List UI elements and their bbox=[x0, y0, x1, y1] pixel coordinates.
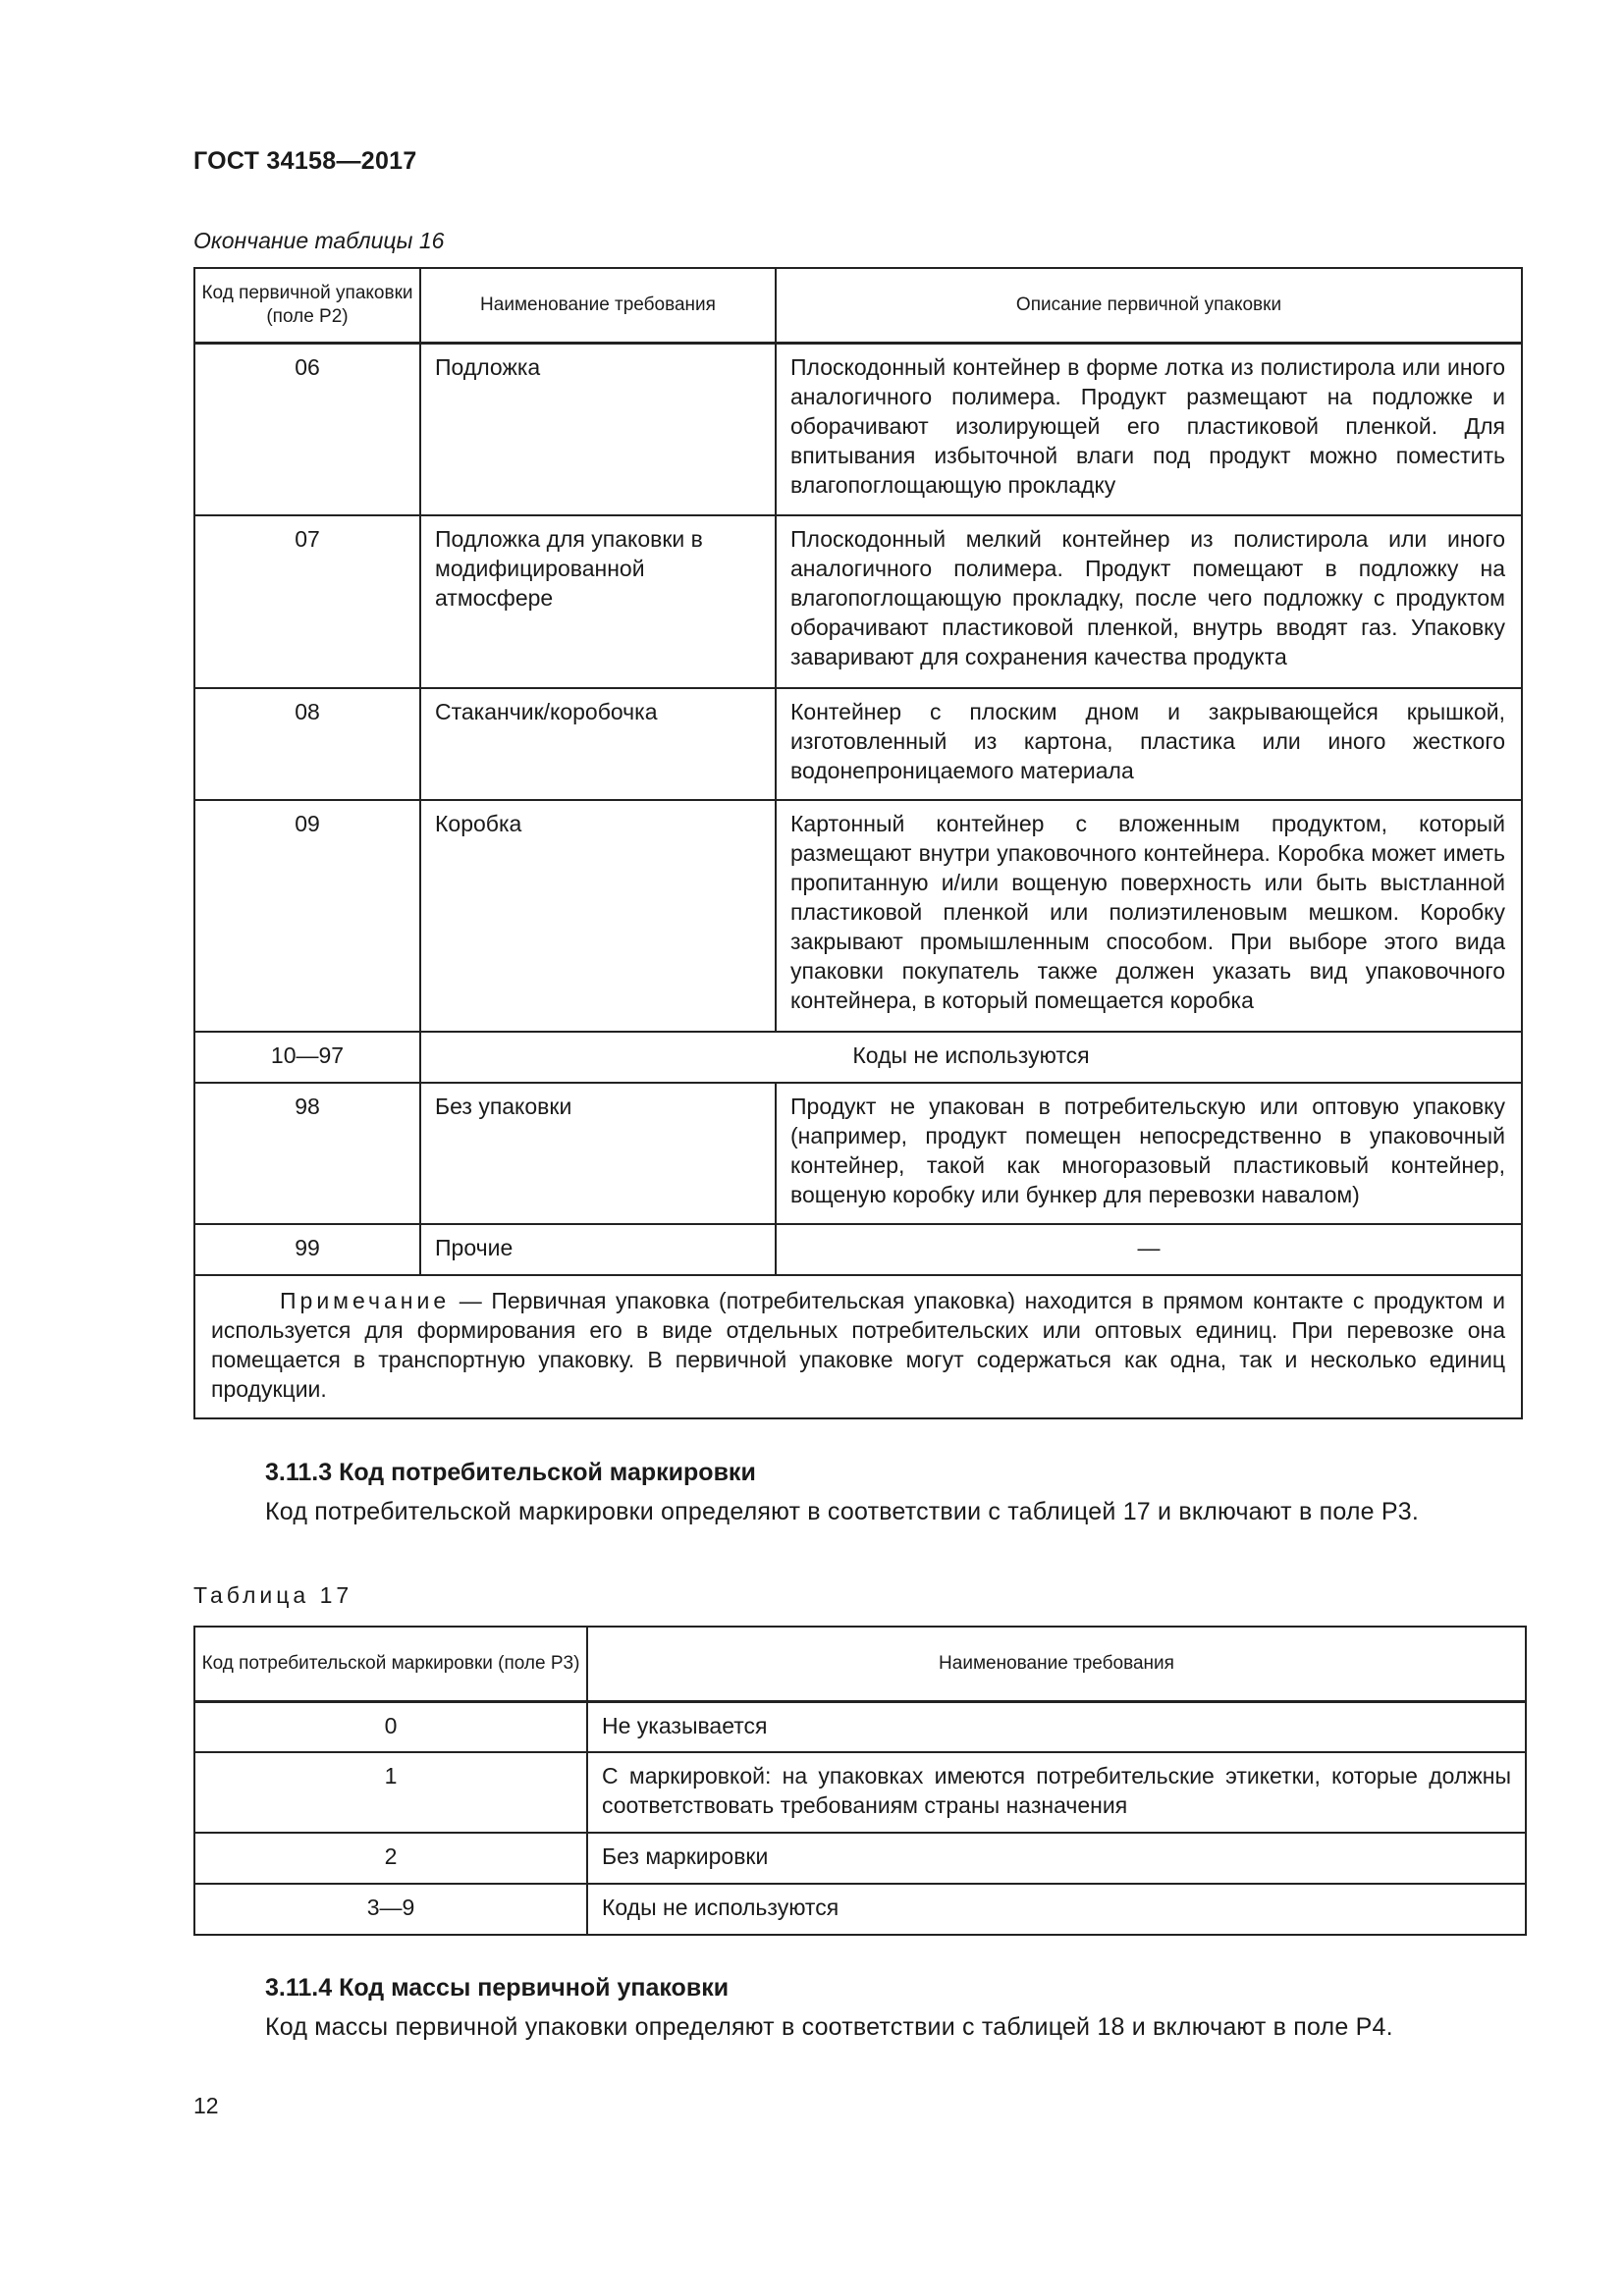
table17-col-name: Наименование требования bbox=[587, 1627, 1526, 1701]
table16-caption: Окончание таблицы 16 bbox=[193, 228, 445, 253]
table16-note bbox=[194, 1275, 1522, 1418]
table-row bbox=[194, 1884, 1526, 1935]
table17-header-row bbox=[194, 1627, 1526, 1701]
row-name: Без маркировки bbox=[587, 1833, 1526, 1884]
row-code: 10—97 bbox=[194, 1032, 420, 1083]
row-name: Без упаковки bbox=[420, 1083, 776, 1224]
row-code: 99 bbox=[194, 1224, 420, 1275]
table-row bbox=[194, 800, 1522, 1032]
row-code: 06 bbox=[194, 343, 420, 515]
note-label: Примечание bbox=[280, 1288, 451, 1313]
section-heading-3-11-3: 3.11.3 Код потребительской маркировки bbox=[265, 1459, 756, 1486]
table16-col-desc: Описание первичной упаковки bbox=[776, 268, 1522, 343]
row-desc: Картонный контейнер с вложенным продуктом, который размещают внутри упаковочного контейнера. Коробка может иметь пропитанную и/или вощеную поверхность или быть выстланной пластиковой пленкой или полиэтиленовым мешком. Коробку закрывают промышленным способом. При выборе этого вида упаковки покупатель также должен указать вид упаковочного контейнера, в который помещается коробка bbox=[776, 800, 1522, 1032]
table-row bbox=[194, 1224, 1522, 1275]
table-row bbox=[194, 1701, 1526, 1752]
table-17 bbox=[193, 1626, 1527, 1936]
row-code: 2 bbox=[194, 1833, 587, 1884]
table-row bbox=[194, 343, 1522, 515]
table-row bbox=[194, 1083, 1522, 1224]
document-id: ГОСТ 34158—2017 bbox=[193, 147, 417, 175]
row-name: Коробка bbox=[420, 800, 776, 1032]
row-code: 07 bbox=[194, 515, 420, 688]
section-paragraph-3-11-3: Код потребительской маркировки определяют в соответствии с таблицей 17 и включают в поле Р3. bbox=[265, 1498, 1420, 1525]
page-number: 12 bbox=[193, 2093, 219, 2118]
section-paragraph-3-11-4: Код массы первичной упаковки определяют в соответствии с таблицей 18 и включают в поле Р4. bbox=[265, 2013, 1393, 2041]
table16-col-name: Наименование требования bbox=[420, 268, 776, 343]
row-desc: Плоскодонный контейнер в форме лотка из полистирола или иного аналогичного полимера. Продукт размещают на подложке и оборачивают изолирующей его пластиковой пленкой. Для впитывания избыточной влаги под продукт можно поместить влагопоглощающую прокладку bbox=[776, 343, 1522, 515]
table-row bbox=[194, 688, 1522, 800]
table16-col-code: Код первичной упаковки (поле Р2) bbox=[194, 268, 420, 343]
table-row bbox=[194, 515, 1522, 688]
row-desc: Продукт не упакован в потребительскую или оптовую упаковку (например, продукт помещен непосредственно в упаковочный контейнер, такой как многоразовый пластиковый контейнер, вощеную коробку или бункер для перевозки навалом) bbox=[776, 1083, 1522, 1224]
table17-col-code: Код потребительской маркировки (поле Р3) bbox=[194, 1627, 587, 1701]
section-heading-3-11-4: 3.11.4 Код массы первичной упаковки bbox=[265, 1974, 730, 2002]
row-name: Стаканчик/коробочка bbox=[420, 688, 776, 800]
table-row-unused bbox=[194, 1032, 1522, 1083]
row-name: С маркировкой: на упаковках имеются потребительские этикетки, которые должны соответствовать требованиям страны назначения bbox=[587, 1752, 1526, 1833]
row-code: 98 bbox=[194, 1083, 420, 1224]
row-name: Коды не используются bbox=[587, 1884, 1526, 1935]
row-code: 3—9 bbox=[194, 1884, 587, 1935]
table16-header-row bbox=[194, 268, 1522, 343]
row-code: 1 bbox=[194, 1752, 587, 1833]
row-unused-text: Коды не используются bbox=[420, 1032, 1522, 1083]
row-code: 09 bbox=[194, 800, 420, 1032]
table16-note-row bbox=[194, 1275, 1522, 1418]
row-desc: Контейнер с плоским дном и закрывающейся крышкой, изготовленный из картона, пластика или иного жесткого водонепроницаемого материала bbox=[776, 688, 1522, 800]
row-name: Подложка для упаковки в модифицированной атмосфере bbox=[420, 515, 776, 688]
table17-caption: Таблица 17 bbox=[193, 1582, 353, 1608]
table-row bbox=[194, 1833, 1526, 1884]
table-16 bbox=[193, 267, 1523, 1419]
row-name: Прочие bbox=[420, 1224, 776, 1275]
row-name: Подложка bbox=[420, 343, 776, 515]
row-code: 0 bbox=[194, 1701, 587, 1752]
note-text: — Первичная упаковка (потребительская упаковка) находится в прямом контакте с продуктом и используется для формирования его в виде отдельных потребительских или оптовых единиц. При перевозке она помещается в транспортную упаковку. В первичной упаковке могут содержаться как одна, так и несколько единиц продукции. bbox=[211, 1288, 1505, 1402]
row-desc: Плоскодонный мелкий контейнер из полистирола или иного аналогичного полимера. Продукт помещают в подложку на влагопоглощающую прокладку, после чего подложку с продуктом оборачивают пластиковой пленкой, внутрь вводят газ. Упаковку заваривают для сохранения качества продукта bbox=[776, 515, 1522, 688]
row-desc: — bbox=[776, 1224, 1522, 1275]
table-row bbox=[194, 1752, 1526, 1833]
row-name: Не указывается bbox=[587, 1701, 1526, 1752]
row-code: 08 bbox=[194, 688, 420, 800]
